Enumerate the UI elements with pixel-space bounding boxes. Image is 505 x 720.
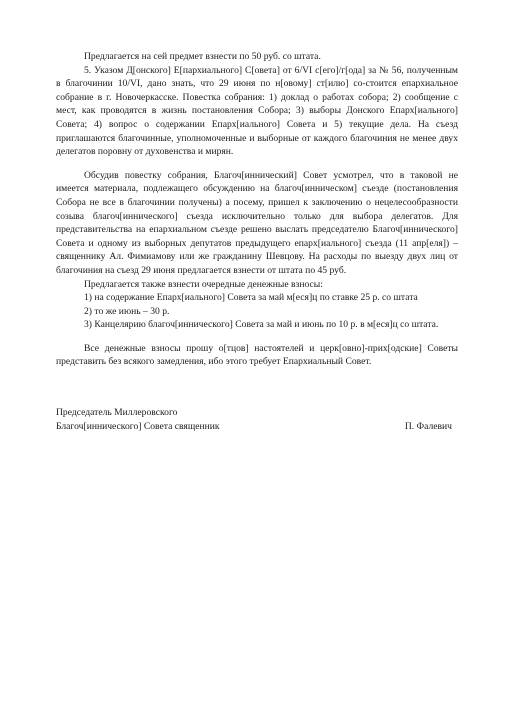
paragraph-item-5: 5. Указом Д[онского] Е[пархиального] С[овета] от 6/VI с[его]/г[ода] за № 56, полученным в благочинии 10/VI, дано знать, что 29 июня по н[овому] ст[илю] со-стоится епархиальное собрание в г. Новочеркасске. Повестка собрания: 1) доклад о работах собора; 2) сообщение с мест, как проводятся в жизнь постановления Собора; 3) выборы Донского Епарх[иального] Совета; 4) вопрос о содержании Епарх[иального] Совета и 5) текущие дела. На съезд приглашаются благочинные, уполномоченные и выборные от каждого благочиния не менее двух делегатов поровну от духовенства и мирян. bbox=[56, 64, 458, 158]
list-item: 3) Канцелярию благоч[иннического] Совета за май и июнь по 10 р. в м[еся]ц со штата. bbox=[84, 319, 439, 331]
paragraph-dues-intro: Предлагается также взнести очередные денежные взносы: bbox=[84, 278, 323, 290]
paragraph-discussion: Обсудив повестку собрания, Благоч[иннический] Совет усмотрел, что в таковой не имеется материала, подлежащего обсуждению на благоч[инническом] съезде (постановления Собора не все в благочинии получены) а посему, пришел к заключению о нецелесообразности созыва благоч[иннического] съезда исключительно только для выбора делегатов. Для представительства на епархиальном съезде решено выслать председателю Благоч[иннического] Совета и одному из выборных депутатов предыдущего епарх[иального] съезда (11 апр[еля]) – священнику Ал. Фимиамову или же гражданину Шевцову. На расходы по выезду двух лиц от благочиния на съезд 29 июня предлагается взнести от штата по 45 руб. bbox=[56, 169, 458, 276]
signature-name: П. Фалевич bbox=[404, 420, 452, 432]
signature-block bbox=[56, 406, 458, 433]
list-item: 1) на содержание Епарх[иального] Совета за май м[еся]ц по ставке 25 р. со штата bbox=[84, 292, 418, 304]
paragraph-intro: Предлагается на сей предмет взнести по 50 руб. со штата. bbox=[84, 51, 321, 62]
list-item: 2) то же июнь – 30 р. bbox=[84, 305, 170, 317]
signature-title-line: Председатель Миллеровского bbox=[56, 407, 178, 418]
signature-position-line: Благоч[иннического] Совета священник bbox=[56, 420, 220, 432]
paragraph-closing: Все денежные взносы прошу о[тцов] настоятелей и церк[овно]-прих[одские] Советы представить без всякого замедления, ибо этого требует Епархиальный Совет. bbox=[56, 342, 458, 368]
document-body bbox=[56, 50, 458, 369]
